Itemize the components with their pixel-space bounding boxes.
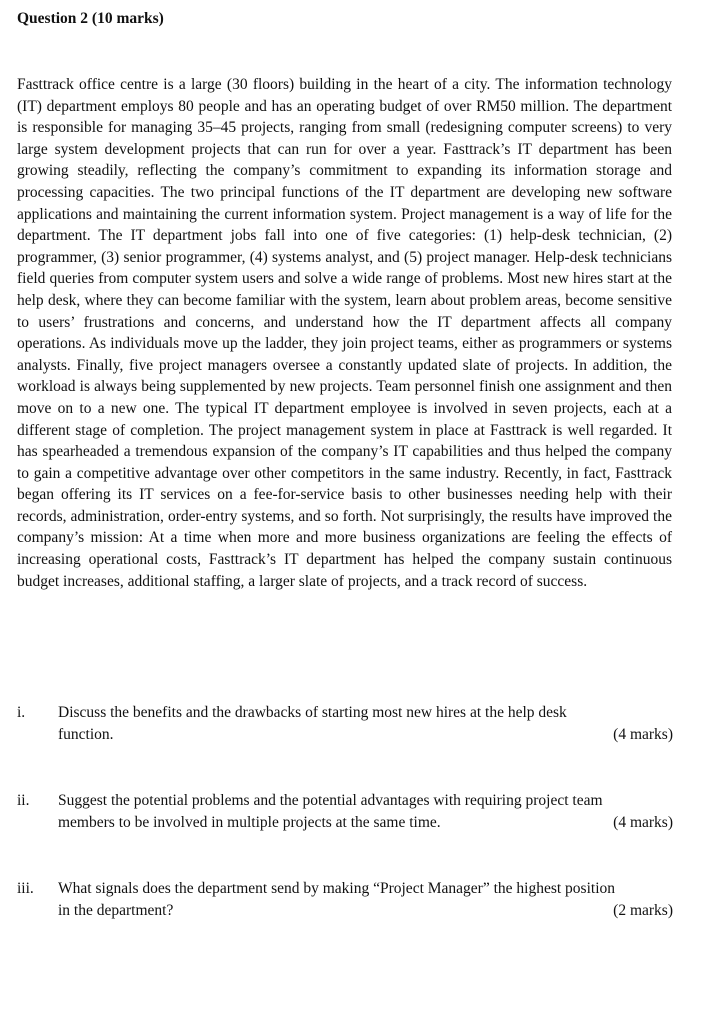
- sub-question-text-line2: function.: [58, 725, 114, 743]
- marks-label: (2 marks): [613, 901, 673, 919]
- marks-label: (4 marks): [613, 725, 673, 743]
- sub-question-body: [58, 702, 673, 745]
- question-heading: Question 2 (10 marks): [17, 10, 164, 27]
- sub-question-text-line1: Discuss the benefits and the drawbacks of starting most new hires at the help desk: [58, 704, 567, 721]
- sub-question-body: [58, 790, 673, 833]
- sub-question-number: iii.: [17, 880, 34, 897]
- case-passage: Fasttrack office centre is a large (30 floors) building in the heart of a city. The information technology (IT) department employs 80 people and has an operating budget of over RM50 million. The department is responsible for managing 35–45 projects, ranging from small (redesigning computer screens) to very large system development projects that can run for over a year. Fasttrack’s IT department has been growing steadily, reflecting the company’s commitment to expanding its information storage and processing capacities. The two principal functions of the IT department are developing new software applications and maintaining the current information system. Project management is a way of life for the department. The IT department jobs fall into one of five categories: (1) help-desk technician, (2) programmer, (3) senior programmer, (4) systems analyst, and (5) project manager. Help-desk technicians field queries from computer system users and solve a wide range of problems. Most new hires start at the help desk, where they can become familiar with the system, learn about problem areas, become sensitive to users’ frustrations and concerns, and understand how the IT department affects all company operations. As individuals move up the ladder, they join project teams, either as programmers or systems analysts. Finally, five project managers oversee a constantly updated slate of projects. In addition, the workload is always being supplemented by new projects. Team personnel finish one assignment and then move on to a new one. The typical IT department employee is involved in seven projects, each at a different stage of completion. The project management system in place at Fasttrack is well regarded. It has spearheaded a tremendous expansion of the company’s IT capabilities and thus helped the company to gain a competitive advantage over other competitors in the same industry. Recently, in fact, Fasttrack began offering its IT services on a fee-for-service basis to other businesses needing help with their records, administration, order-entry systems, and so forth. Not surprisingly, the results have improved the company’s mission: At a time when more and more business organizations are feeling the effects of increasing operational costs, Fasttrack’s IT department has helped the company sustain continuous budget increases, additional staffing, a larger slate of projects, and a track record of success.: [17, 76, 672, 590]
- sub-question-number: i.: [17, 704, 26, 721]
- sub-question-text-line2: members to be involved in multiple projects at the same time.: [58, 813, 441, 831]
- sub-question-number: ii.: [17, 792, 30, 809]
- sub-question-body: [58, 878, 673, 921]
- sub-question-ii: [17, 790, 673, 833]
- sub-question-text-line1: Suggest the potential problems and the potential advantages with requiring project team: [58, 792, 603, 809]
- sub-question-last-line: [58, 900, 673, 922]
- sub-question-iii: [17, 878, 673, 921]
- sub-question-text-line1: What signals does the department send by making “Project Manager” the highest position: [58, 880, 616, 897]
- sub-question-i: [17, 702, 673, 745]
- sub-question-last-line: [58, 812, 673, 834]
- sub-question-last-line: [58, 724, 673, 746]
- sub-question-text-line2: in the department?: [58, 901, 174, 919]
- marks-label: (4 marks): [613, 813, 673, 831]
